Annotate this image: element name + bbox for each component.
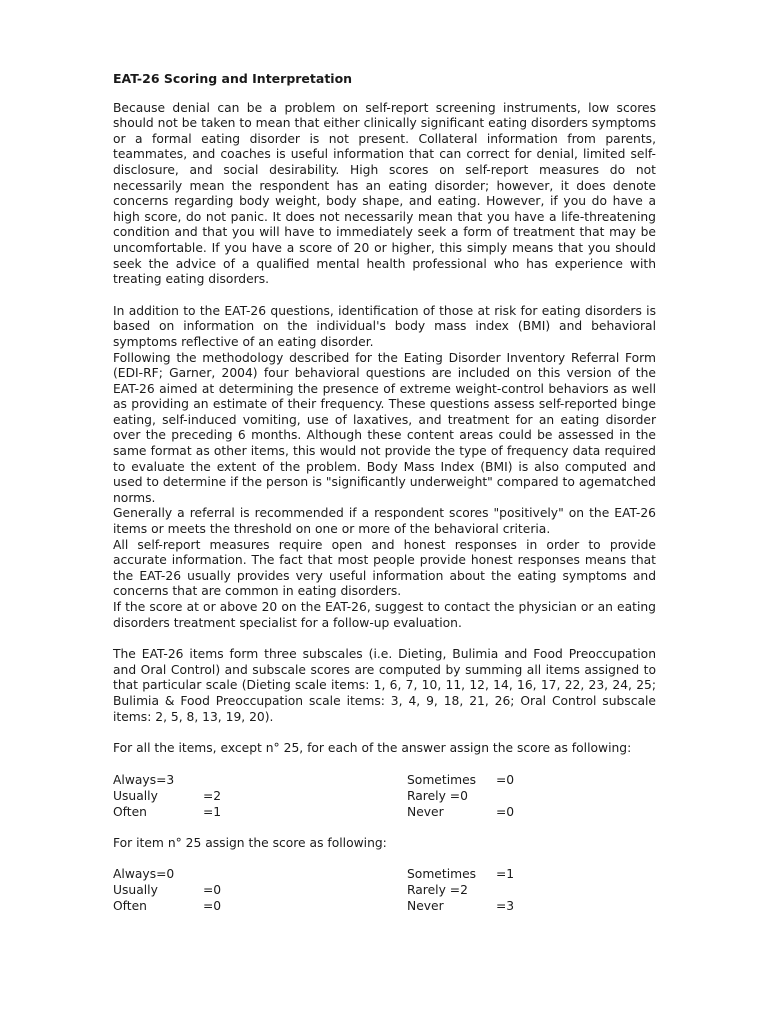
score-value: =2 (203, 788, 222, 803)
score-value: =0 (496, 804, 515, 819)
paragraph-methodology: Following the methodology described for the Eating Disorder Inventory Referral Form (EDI-RF; Garner, 2004) four behavioral questions are included on this version of the EAT-26 aimed at determining the presence of extreme weight-control behaviors as well as providing an estimate of their frequency. These questions assess self-reported binge eating, self-induced vomiting, use of laxatives, and treatment for an eating disorder over the preceding 6 months. Although these content areas could be assessed in the same format as other items, this would not provide the type of frequency data required to evaluate the extent of the problem. Body Mass Index (BMI) is also computed and used to determine if the person is "significantly underweight" compared to agematched norms. (113, 350, 656, 505)
scoring-intro-general: For all the items, except n° 25, for each of the answer assign the score as following: (113, 741, 632, 756)
score-label: Sometimes (407, 772, 477, 787)
document-title: EAT-26 Scoring and Interpretation (113, 71, 353, 86)
score-label: Rarely =0 (407, 788, 468, 803)
document-page (113, 71, 656, 914)
score-label: Often (113, 899, 147, 914)
score-value: =0 (203, 883, 222, 898)
score-label: Often (113, 804, 147, 819)
paragraph-referral: Generally a referral is recommended if a respondent scores "positively" on the EAT-26 items or meets the threshold on one or more of the behavioral criteria. (113, 506, 656, 537)
paragraph-bmi: In addition to the EAT-26 questions, identification of those at risk for eating disorders is based on information on the individual's body mass index (BMI) and behavioral symptoms reflective of an eating disorder. (113, 303, 656, 349)
score-label: Usually (113, 883, 158, 898)
score-label: Always=3 (113, 772, 175, 787)
score-label: Usually (113, 788, 158, 803)
score-label: Always=0 (113, 867, 175, 882)
scoring-table-item-25 (113, 867, 656, 914)
paragraph-honest-responses: All self-report measures require open and honest responses in order to provide accurate information. The fact that most people provide honest responses means that the EAT-26 usually provides very useful information about the eating symptoms and concerns that are common in eating disorders. (113, 537, 656, 599)
score-label: Sometimes (407, 867, 477, 882)
score-value: =1 (496, 867, 515, 882)
score-label: Rarely =2 (407, 883, 468, 898)
score-value: =3 (496, 899, 515, 914)
scoring-intro-item-25: For item n° 25 assign the score as following: (113, 835, 387, 850)
score-label: Never (407, 899, 444, 914)
score-label: Never (407, 804, 444, 819)
paragraph-subscales: The EAT-26 items form three subscales (i.e. Dieting, Bulimia and Food Preoccupation and Oral Control) and subscale scores are computed by summing all items assigned to that particular scale (Dieting scale items: 1, 6, 7, 10, 11, 12, 14, 16, 17, 22, 23, 24, 25; Bulimia & Food Preoccupation scale items: 3, 4, 9, 18, 21, 26; Oral Control subscale items: 2, 5, 8, 13, 19, 20). (113, 647, 656, 724)
paragraph-followup: If the score at or above 20 on the EAT-26, suggest to contact the physician or an eating disorders treatment specialist for a follow-up evaluation. (113, 600, 656, 630)
score-value: =0 (496, 772, 515, 787)
score-value: =0 (203, 899, 222, 914)
scoring-table-general (113, 773, 656, 820)
paragraph-denial: Because denial can be a problem on self-report screening instruments, low scores should not be taken to mean that either clinically significant eating disorders symptoms or a formal eating disorder is not present. Collateral information from parents, teammates, and coaches is useful information that can correct for denial, limited self-disclosure, and social desirability. High scores on self-report measures do not necessarily mean the respondent has an eating disorder; however, it does denote concerns regarding body weight, body shape, and eating. However, if you do have a high score, do not panic. It does not necessarily mean that you have a life-threatening condition and that you will have to immediately seek a form of treatment that may be uncomfortable. If you have a score of 20 or higher, this simply means that you should seek the advice of a qualified mental health professional who has experience with treating eating disorders. (113, 100, 656, 287)
score-value: =1 (203, 804, 222, 819)
